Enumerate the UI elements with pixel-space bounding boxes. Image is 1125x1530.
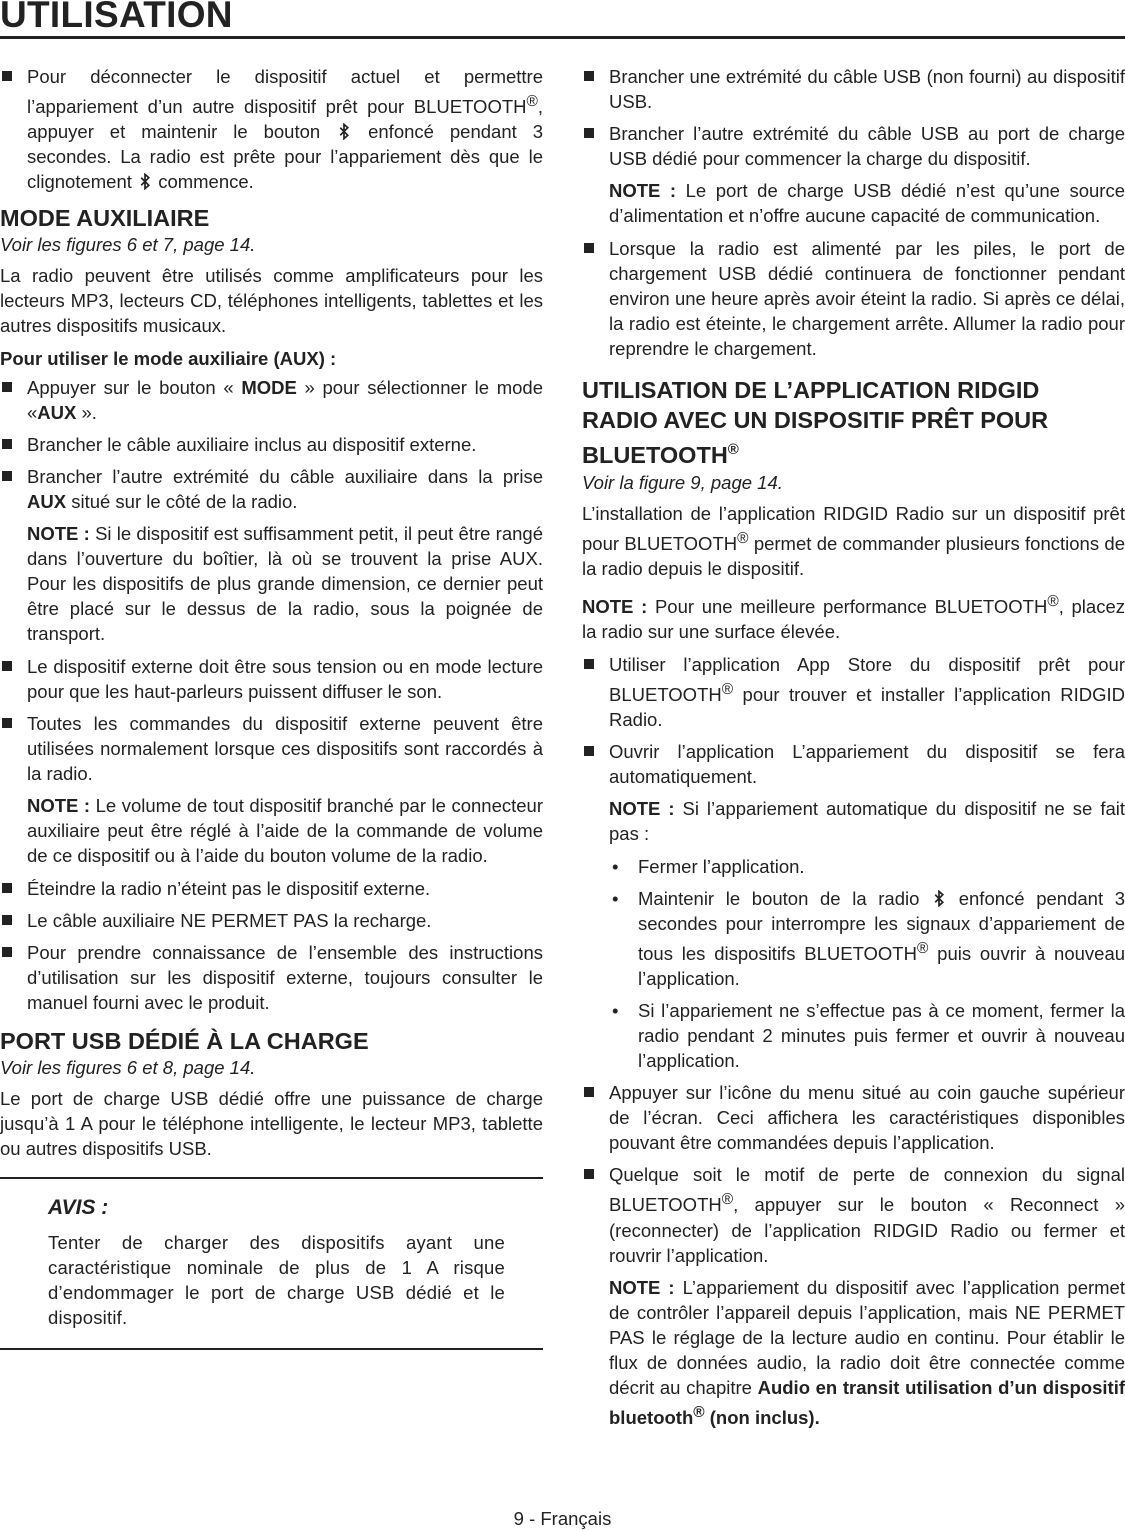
note-text: Si l’appariement automatique du dispositif ne se fait pas : <box>609 798 1125 845</box>
left-column <box>0 64 543 1350</box>
note-text: , placez la radio sur une surface élevée. <box>582 596 1125 643</box>
registered-mark: ® <box>721 681 734 699</box>
list-item: • Si l’appariement ne s’effectue pas à ce moment, fermer la radio pendant 2 minutes puis fermer et ouvrir à nouveau l’application. <box>609 998 1125 1073</box>
aux-note-1 <box>0 521 543 646</box>
list-item <box>0 375 543 425</box>
app-steps-list <box>582 652 1125 789</box>
app-note-1 <box>582 796 1125 846</box>
app-note-0 <box>582 589 1125 644</box>
note-text: Pour une meilleure performance BLUETOOTH <box>654 596 1048 618</box>
list-item: Lorsque la radio est alimenté par les piles, le port de chargement USB dédié continuera de fonctionner pendant environ une heure après avoir éteint la radio. Si après ce délai, la radio est éteinte, le chargement arrête. Allumer la radio pour reprendre le chargement. <box>582 236 1125 361</box>
aux-note-2 <box>0 793 543 868</box>
app-step-text: pour trouver et installer l’application RIDGID Radio. <box>609 684 1125 731</box>
note-text: L’appariement du dispositif avec l’application permet de contrôler l’appareil depuis l’application, mais NE PERMET PAS le réglage de la lecture audio en continu. Pour établir le flux de données audio, la radio doit être connectée comme décrit au chapitre <box>609 1276 1125 1398</box>
bt-pair-text-a: Pour déconnecter le dispositif actuel et permettre l’appariement d’un autre dispositif prêt pour BLUETOOTH <box>27 66 543 118</box>
aux-step-text: situé sur le côté de la radio. <box>71 491 298 513</box>
aux-step-text: » pour sélectionner le mode « <box>27 377 543 424</box>
list-item: Brancher le câble auxiliaire inclus au dispositif externe. <box>0 432 543 457</box>
right-column <box>582 64 1125 1438</box>
aux-steps-list-3 <box>0 876 543 1015</box>
list-item: Le dispositif externe doit être sous tension ou en mode lecture pour que les haut-parleurs puissent diffuser le son. <box>0 654 543 704</box>
app-step-text: , appuyer sur le bouton « Reconnect » (reconnecter) de l’application RIDGID Radio ou fermer et rouvrir l’application. <box>609 1194 1125 1266</box>
app-step-text: Maintenir le bouton de la radio <box>638 888 920 910</box>
aux-keyword: AUX <box>37 402 77 424</box>
aux-step-text: ». <box>81 402 97 424</box>
usb-note <box>582 178 1125 228</box>
list-item: • Fermer l’application. <box>609 854 1125 879</box>
mode-keyword: MODE <box>241 377 297 399</box>
aux-figure-ref: Voir les figures 6 et 7, page 14. <box>0 234 256 256</box>
list-item: Ouvrir l’application L’appariement du dispositif se fera automatiquement. <box>582 739 1125 789</box>
app-intro <box>582 501 1125 581</box>
note-text: Le volume de tout dispositif branché par le connecteur auxiliaire peut être réglé à l’aide de la commande de volume de ce dispositif ou à l’aide du bouton volume de la radio. <box>27 795 543 867</box>
note-label: NOTE : <box>609 798 675 820</box>
registered-mark: ® <box>1047 592 1059 610</box>
page-footer <box>0 1508 1125 1530</box>
aux-step-text: Appuyer sur le bouton « <box>27 377 234 399</box>
aux-step-text: Brancher l’autre extrémité du câble auxiliaire dans la prise <box>27 466 543 488</box>
app-step-text: Utiliser l’application App Store du dispositif prêt pour BLUETOOTH <box>609 654 1125 706</box>
registered-mark: ® <box>737 529 749 547</box>
app-intro-text: permet de commander plusieurs fonctions de la radio depuis le dispositif. <box>582 532 1125 579</box>
page-number: 9 - Français <box>513 1508 612 1529</box>
list-item: Toutes les commandes du dispositif externe peuvent être utilisées normalement lorsque ces dispositifs sont raccordés à la radio. <box>0 711 543 786</box>
notice-title: AVIS : <box>48 1196 109 1220</box>
usb-section-title: PORT USB DÉDIÉ À LA CHARGE <box>0 1028 369 1055</box>
bluetooth-pairing-list <box>0 64 543 194</box>
bluetooth-icon <box>338 123 350 140</box>
page-title: UTILISATION <box>0 0 233 35</box>
list-item: Le câble auxiliaire NE PERMET PAS la recharge. <box>0 908 543 933</box>
list-item <box>582 1162 1125 1267</box>
header-rule <box>0 36 1125 39</box>
usb-steps-list-2 <box>582 236 1125 361</box>
note-label: NOTE : <box>27 795 91 817</box>
app-troubleshoot-list <box>609 854 1125 1073</box>
list-item <box>0 464 543 514</box>
note-label: NOTE : <box>609 180 677 201</box>
note-label: NOTE : <box>609 1276 675 1298</box>
aux-keyword: AUX <box>27 491 67 513</box>
app-section-title <box>582 375 1125 470</box>
registered-mark: ® <box>916 940 929 958</box>
usb-steps-list <box>582 64 1125 171</box>
list-item <box>0 64 543 194</box>
notice-box <box>0 1177 543 1350</box>
app-step-text: enfoncé pendant 3 secondes pour interrompre les signaux d’appariement de tous les dispositifs BLUETOOTH <box>638 888 1125 965</box>
usb-figure-ref: Voir les figures 6 et 8, page 14. <box>0 1057 256 1079</box>
aux-intro: La radio peuvent être utilisés comme amplificateurs pour les lecteurs MP3, lecteurs CD, téléphones intelligents, tablettes et les autres dispositifs musicaux. <box>0 265 543 337</box>
registered-mark: ® <box>526 93 538 110</box>
note-label: NOTE : <box>582 596 648 618</box>
app-step-text: Quelque soit le motif de perte de connexion du signal BLUETOOTH <box>609 1164 1125 1216</box>
registered-mark: ® <box>693 1403 705 1421</box>
list-item: Pour prendre connaissance de l’ensemble des instructions d’utilisation sur les dispositif externe, toujours consulter le manuel fourni avec le produit. <box>0 940 543 1015</box>
list-item: Appuyer sur l’icône du menu situé au coin gauche supérieur de l’écran. Ceci affichera les caractéristiques disponibles pouvant être commandées depuis l’application. <box>582 1080 1125 1155</box>
registered-mark: ® <box>721 1191 734 1209</box>
app-title-line: UTILISATION DE L’APPLICATION RIDGID <box>582 377 1040 403</box>
app-title-line: BLUETOOTH <box>582 441 728 468</box>
bluetooth-icon <box>139 173 151 190</box>
list-item: Brancher une extrémité du câble USB (non fourni) au dispositif USB. <box>582 64 1125 114</box>
list-item <box>582 652 1125 732</box>
app-step-text: puis ouvrir à nouveau l’application. <box>638 943 1125 990</box>
app-title-line: RADIO AVEC UN DISPOSITIF PRÊT POUR <box>582 407 1049 433</box>
app-figure-ref: Voir la figure 9, page 14. <box>582 471 783 493</box>
app-intro-text: L’installation de l’application RIDGID Radio sur un dispositif prêt pour BLUETOOTH <box>582 502 1125 554</box>
usb-intro: Le port de charge USB dédié offre une puissance de charge jusqu’à 1 A pour le téléphone intelligente, le lecteur MP3, tablette ou autres dispositifs USB. <box>0 1088 543 1160</box>
bt-pair-text-d: commence. <box>158 171 254 193</box>
app-note-2 <box>582 1275 1125 1430</box>
aux-steps-list <box>0 375 543 514</box>
bt-pair-text-c: enfoncé pendant 3 secondes. La radio est prête pour l’appariement dès que le clignotement <box>27 121 544 193</box>
bluetooth-icon <box>933 890 945 907</box>
note-text: Si le dispositif est suffisamment petit, il peut être rangé dans l’ouverture du boîtier, là où se trouvent la prise AUX. Pour les dispositifs de plus grande dimension, ce dernier peut être placé sur le dessus de la radio, sous la poignée de transport. <box>27 523 543 645</box>
aux-section-title: MODE AUXILIAIRE <box>0 205 210 232</box>
chapter-reference: Audio en transit utilisation d’un dispositif bluetooth <box>609 1376 1125 1428</box>
list-item: Brancher l’autre extrémité du câble USB au port de charge USB dédié pour commencer la charge du dispositif. <box>582 121 1125 171</box>
chapter-reference: (non inclus). <box>709 1406 820 1428</box>
note-label: NOTE : <box>27 523 90 545</box>
note-text: Le port de charge USB dédié n’est qu’une source d’alimentation et n’offre aucune capacité de communication. <box>609 180 1125 226</box>
aux-howto-heading: Pour utiliser le mode auxiliaire (AUX) : <box>0 348 337 370</box>
registered-mark: ® <box>727 441 739 458</box>
list-item: Éteindre la radio n’éteint pas le dispositif externe. <box>0 876 543 901</box>
bt-pair-text-b: , appuyer et maintenir le bouton <box>27 96 543 143</box>
list-item <box>609 886 1125 991</box>
app-steps-list-2 <box>582 1080 1125 1267</box>
notice-text: Tenter de charger des dispositifs ayant une caractéristique nominale de plus de 1 A risque d’endommager le port de charge USB dédié et le dispositif. <box>48 1232 505 1329</box>
aux-steps-list-2 <box>0 654 543 786</box>
